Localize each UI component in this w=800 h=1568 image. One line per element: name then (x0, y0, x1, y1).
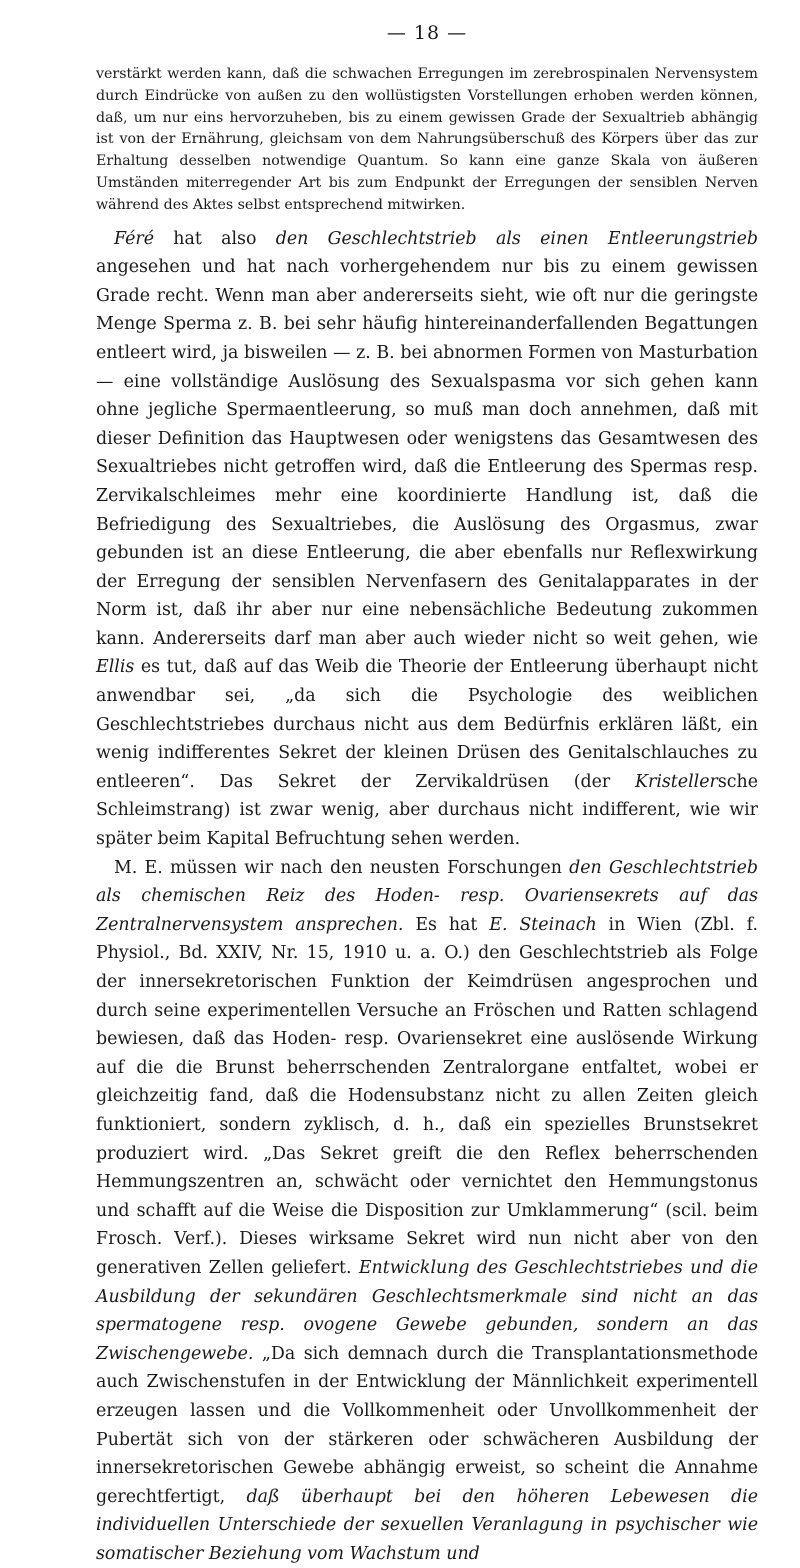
text-run: Es hat (403, 914, 490, 935)
emphasis-text: Kristeller (635, 771, 718, 792)
paragraph-1 (96, 64, 758, 217)
paragraph-2 (96, 225, 758, 854)
text-run: M. E. müssen wir nach den neusten Forschungen (114, 857, 570, 878)
text-run: in Wien (Zbl. f. Physiol., Bd. XXIV, Nr. 15, 1910 u. a. O.) den Geschlechtstrieb als Folge der innersekretorischen Funktion der Keimdrüsen angesprochen und durch seine experimentellen Versuche an Fröschen und Ratten schlagend bewiesen, daß das Hoden- resp. Ovariensekret eine auslösende Wirkung auf die die Brunst beherrschenden Zentralorgane entfaltet, wobei er gleichzeitig fand, daß die Hodensubstanz nicht zu allen Zeiten gleich funktioniert, sondern zyklisch, d. h., daß ein spezielles Brunstsekret produziert wird. „Das Sekret greift die den Reflex beherrschenden Hemmungszentren an, schwächt oder vernichtet den Hemmungstonus und schafft auf die Weise die Disposition zur Umklammerung“ (scil. beim Frosch. Verf.). Dieses wirksame Sekret wird nun nicht aber von den generativen Zellen geliefert. (96, 914, 759, 1278)
emphasis-text: Féré (114, 228, 155, 249)
text-run: angesehen und hat nach vorhergehendem nur bis zu einem gewissen Grade recht. Wenn man aber andererseits sieht, wie oft nur die geringste Menge Sperma z. B. bei sehr häufig hintereinanderfallenden Begattungen entleert wird, ja bisweilen — z. B. bei abnormen Formen von Masturbation — eine vollständige Auslösung des Sexualspasma vor sich gehen kann ohne jegliche Spermaentleerung, so muß man doch annehmen, daß mit dieser Definition das Hauptwesen oder wenigstens das Gesamtwesen des Sexualtriebes nicht getroffen wird, daß die Entleerung des Spermas resp. Zervikalschleimes mehr eine koordinierte Handlung ist, daß die Befriedigung des Sexualtriebes, die Auslösung des Orgasmus, zwar gebunden ist an diese Entleerung, die aber ebenfalls nur Reflexwirkung der Erregung der sensiblen Nervenfasern des Genitalapparates in der Norm ist, daß ihr aber nur eine nebensächliche Bedeutung zukommen kann. Andererseits darf man aber auch wieder nicht so weit gehen, wie (96, 257, 758, 649)
emphasis-text: Ellis (96, 657, 135, 678)
text-run: „Da sich demnach durch die Transplantationsmethode auch Zwischenstufen in der Entwicklung der Männlichkeit experimentell erzeugen lassen und die Vollkommenheit oder Unvollkommenheit der Pubertät sich von der stärkeren oder schwächeren Ausbildung der innersekretorischen Gewebe abhängig erweist, so scheint die Annahme gerechtfertigt, (96, 1343, 758, 1507)
page-number: — 18 — (386, 22, 468, 44)
text-run: verstärkt werden kann, daß die schwachen Erregungen im zerebrospinalen Nervensystem durch Eindrücke von außen zu den wollüstigsten Vorstellungen erhoben werden können, daß, um nur eins hervorzuheben, bis zu einem gewissen Grade der Sexualtrieb abhängig ist von der Ernährung, gleichsam von dem Nahrungsüberschuß des Körpers über das zur Erhaltung desselben notwendige Quantum. So kann eine ganze Skala von äußeren Umständen miterregender Art bis zum Endpunkt der Erregungen der sensiblen Nerven während des Aktes selbst entsprechend mitwirken. (96, 66, 758, 213)
text-body (96, 64, 758, 1568)
text-run: sche Schleimstrang) ist zwar wenig, aber durchaus nicht indifferent, wie wir später beim Kapital Befruchtung sehen werden. (96, 771, 758, 850)
text-run: hat also (154, 228, 276, 249)
emphasis-text: den Geschlechtstrieb als chemischen Reiz des Hoden- resp. Ovarienseкrets auf das Zentralnervensystem ansprechen. (96, 857, 758, 935)
emphasis-text: daß überhaupt bei den höheren Lebewesen die individuellen Unterschiede der sexuellen Veranlagung in psychischer wie somatischer Beziehung vom Wachstum und (96, 1486, 758, 1564)
emphasis-text: E. Steinach (489, 914, 597, 935)
emphasis-text: den Geschlechtstrieb als einen Entleerungstrieb (275, 228, 758, 249)
text-run: es tut, daß auf das Weib die Theorie der Entleerung überhaupt nicht anwendbar sei, „da sich die Psychologie des weiblichen Geschlechtstriebes durchaus nicht aus dem Bedürfnis erklären läßt, ein wenig indifferentes Sekret der kleinen Drüsen des Genitalschlauches zu entleeren“. Das Sekret der Zervikaldrüsen (der (96, 657, 758, 792)
paragraph-3 (96, 854, 758, 1568)
emphasis-text: Entwicklung des Geschlechtstriebes und die Ausbildung der sekundären Geschlechtsmerkmale sind nicht an das spermatogene resp. ovogene Gewebe gebunden, sondern an das Zwischengewebe. (96, 1257, 758, 1364)
